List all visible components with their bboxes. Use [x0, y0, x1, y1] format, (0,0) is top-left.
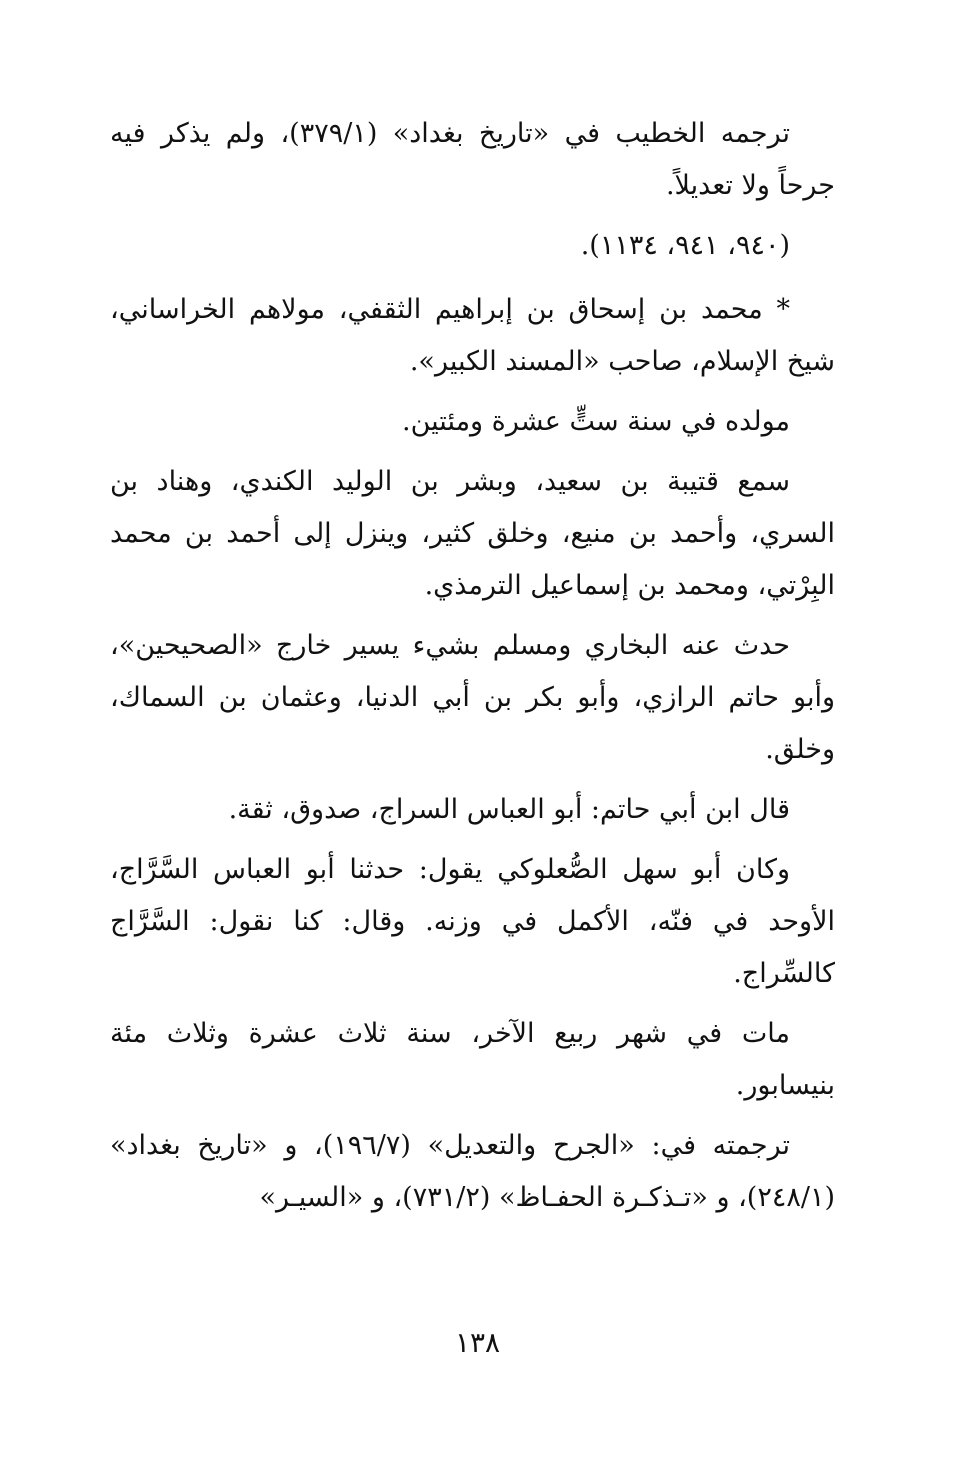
paragraph-teachers: سمع قتيبة بن سعيد، وبشر بن الوليد الكندي، وهناد بن السري، وأحمد بن منيع، وخلق كثير، وينزل إلى أحمد بن محمد البِرْتي، ومحمد بن إسماعيل الترمذي. — [110, 466, 835, 601]
paragraph-khatib: ترجمه الخطيب في «تاريخ بغداد» (٣٧٩/١)، ولم يذكر فيه جرحاً ولا تعديلاً. — [110, 118, 835, 201]
paragraph-students: حدث عنه البخاري ومسلم بشيء يسير خارج «الصحيحين»، وأبو حاتم الرازي، وأبو بكر بن أبي الدنيا، وعثمان بن السماك، وخلق. — [110, 630, 835, 765]
page-body — [110, 108, 835, 1232]
paragraph-entry-heading: * محمد بن إسحاق بن إبراهيم الثقفي، مولاهم الخراساني، شيخ الإسلام، صاحب «المسند الكبير». — [110, 294, 835, 377]
paragraph-praise: وكان أبو سهل الصُّعلوكي يقول: حدثنا أبو العباس السَّرَّاج، الأوحد في فنّه، الأكمل في وزنه. وقال: كنا نقول: السَّرَّاج كالسِّراج. — [110, 854, 835, 989]
paragraph-hadith-numbers: (٩٤٠، ٩٤١، ١١٣٤). — [580, 230, 790, 261]
paragraph-death: مات في شهر ربيع الآخر، سنة ثلاث عشرة وثلاث مئة بنيسابور. — [110, 1018, 835, 1101]
paragraph-grading: قال ابن أبي حاتم: أبو العباس السراج، صدوق، ثقة. — [228, 794, 790, 825]
paragraph-birth: مولده في سنة ستٍّ عشرة ومئتين. — [402, 406, 790, 437]
paragraph-references: ترجمته في: «الجرح والتعديل» (١٩٦/٧)، و «تاريخ بغداد» (٢٤٨/١)، و «تـذكـرة الحفـاظ» (٧٣١/٢)، و «السيـر» — [110, 1130, 835, 1213]
page-number: ١٣٨ — [454, 1326, 501, 1359]
